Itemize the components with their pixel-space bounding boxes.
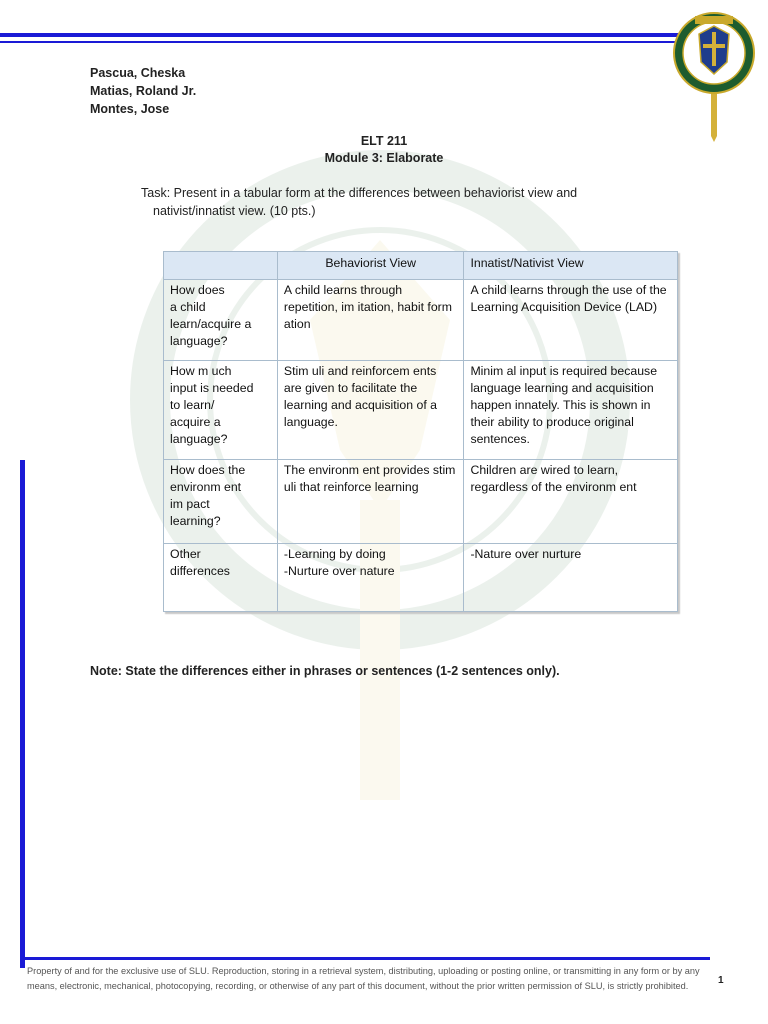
left-margin-bar	[20, 460, 25, 968]
comparison-table	[163, 251, 678, 612]
note-text: Note: State the differences either in phrases or sentences (1-2 sentences only).	[90, 664, 560, 678]
table-row	[164, 280, 678, 361]
behaviorist-cell: The environm ent provides stim uli that reinforce learning	[277, 460, 464, 544]
university-seal-icon	[671, 10, 757, 142]
question-cell: How does the environm ent im pact learning?	[164, 460, 278, 544]
innatist-cell: A child learns through the use of the Learning Acquisition Device (LAD)	[464, 280, 678, 361]
table-header-cell: Innatist/Nativist View	[464, 252, 678, 280]
course-code: ELT 211	[360, 134, 408, 148]
footer-rule	[20, 957, 710, 960]
table-row	[164, 361, 678, 460]
question-cell: How m uch input is needed to learn/ acquire a language?	[164, 361, 278, 460]
document-heading	[0, 133, 768, 167]
module-title: Module 3: Elaborate	[324, 151, 444, 165]
table-header-cell: Behaviorist View	[277, 252, 464, 280]
top-rule	[0, 33, 710, 37]
question-cell: How does a child learn/acquire a language?	[164, 280, 278, 361]
behaviorist-cell: -Learning by doing -Nurture over nature	[277, 544, 464, 612]
author-name: Pascua, Cheska	[90, 66, 186, 80]
table-header-row	[164, 252, 678, 280]
innatist-cell: -Nature over nurture	[464, 544, 678, 612]
page-number: 1	[718, 975, 724, 986]
table-header-cell	[164, 252, 278, 280]
author-list	[90, 64, 196, 118]
table-row	[164, 544, 678, 612]
behaviorist-cell: A child learns through repetition, im itation, habit form ation	[277, 280, 464, 361]
question-cell: Other differences	[164, 544, 278, 612]
footer-line: means, electronic, mechanical, photocopying, recording, or otherwise of any part of this document, without the prior written permission of SLU, is strictly prohibited.	[27, 981, 689, 991]
footer-line: Property of and for the exclusive use of SLU. Reproduction, storing in a retrieval system, distributing, uploading or posting online, or transmitting in any form or by any	[27, 966, 700, 976]
table-row	[164, 460, 678, 544]
innatist-cell: Children are wired to learn, regardless of the environm ent	[464, 460, 678, 544]
author-name: Matias, Roland Jr.	[90, 84, 197, 98]
task-line: Task: Present in a tabular form at the differences between behaviorist view and	[141, 186, 578, 200]
task-instructions	[141, 184, 641, 220]
author-name: Montes, Jose	[90, 102, 170, 116]
innatist-cell: Minim al input is required because language learning and acquisition happen innately. This is shown in their ability to produce original sentences.	[464, 361, 678, 460]
behaviorist-cell: Stim uli and reinforcem ents are given to facilitate the learning and acquisition of a language.	[277, 361, 464, 460]
copyright-footer	[27, 964, 717, 994]
task-line: nativist/innatist view. (10 pts.)	[153, 204, 316, 218]
top-rule-thin	[0, 41, 710, 43]
